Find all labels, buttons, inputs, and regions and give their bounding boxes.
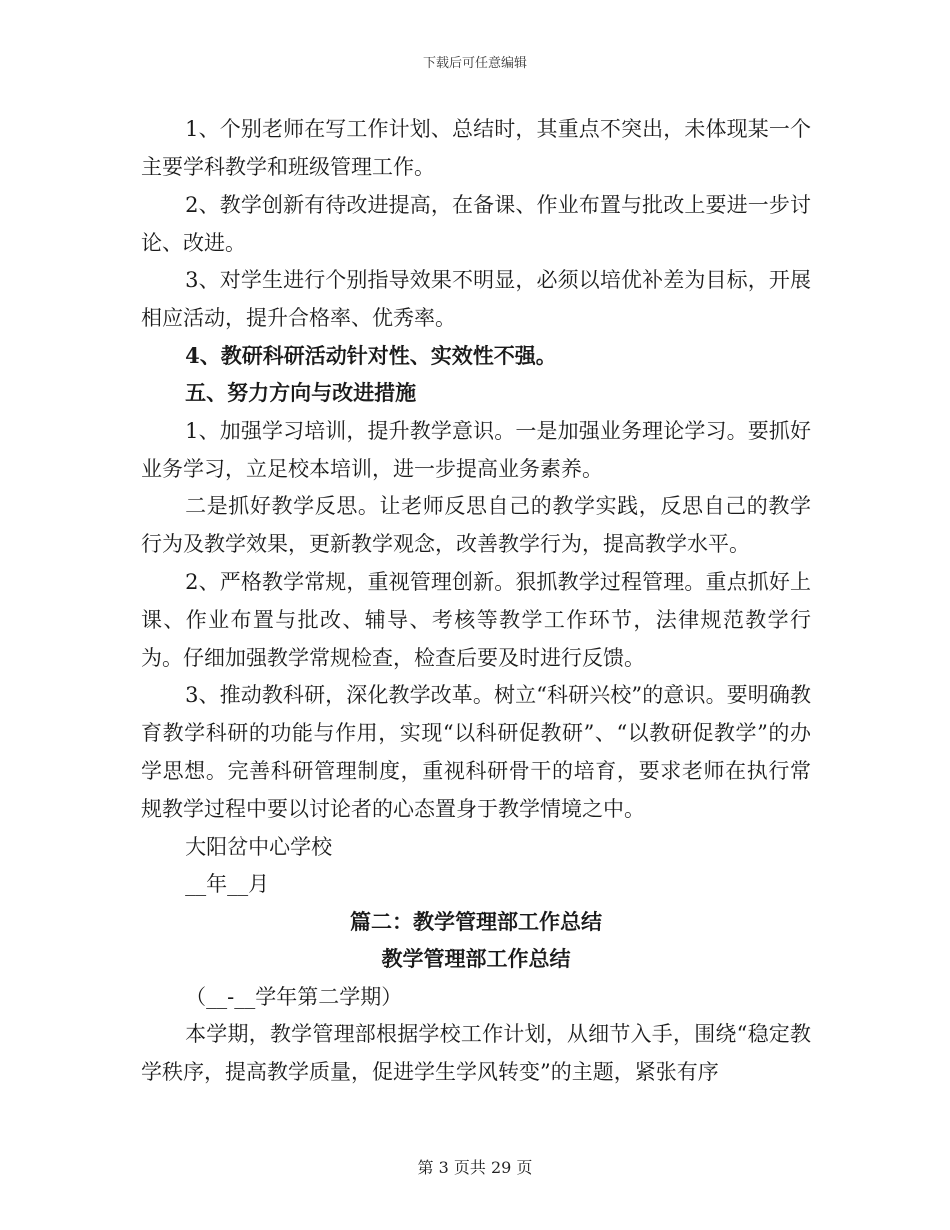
paragraph-measure-1b: 二是抓好教学反思。让老师反思自己的教学实践，反思自己的教学行为及教学效果，更新教学观念，改善教学行为，提高教学水平。 — [141, 494, 811, 556]
paragraph-issue-2: 2、教学创新有待改进提高，在备课、作业布置与批改上要进一步讨论、改进。 — [141, 192, 811, 255]
signature-school: 大阳岔中心学校 — [185, 834, 333, 859]
semester-label: （__-__学年第二学期） — [185, 984, 403, 1009]
paragraph-intro: 本学期，教学管理部根据学校工作计划，从细节入手，围绕“稳定教学秩序，提高教学质量，促进学生学风转变”的主题，紧张有序 — [141, 1022, 811, 1084]
paragraph-measure-3: 3、推动教科研，深化教学改革。树立“科研兴校”的意识。要明确教育教学科研的功能与作用，实现“以科研促教研”、“以教研促教学”的办学思想。完善科研管理制度，重视科研骨干的培育，要求老师在执行常规教学过程中要以讨论者的心态置身于教学情境之中。 — [141, 683, 811, 821]
document-body — [141, 110, 811, 1091]
document-title: 教学管理部工作总结 — [381, 946, 571, 971]
chapter-title: 篇二：教学管理部工作总结 — [350, 908, 602, 934]
paragraph-issue-3: 3、对学生进行个别指导效果不明显，必须以培优补差为目标，开展相应活动，提升合格率、优秀率。 — [141, 268, 811, 330]
paragraph-measure-1: 1、加强学习培训，提升教学意识。一是加强业务理论学习。要抓好业务学习，立足校本培训，进一步提高业务素养。 — [141, 418, 811, 481]
page-footer: 第 3 页共 29 页 — [417, 1158, 533, 1177]
section-heading-5: 五、努力方向与改进措施 — [185, 380, 417, 405]
paragraph-issue-1: 1、个别老师在写工作计划、总结时，其重点不突出，未体现某一个主要学科教学和班级管理工作。 — [141, 117, 811, 179]
paragraph-issue-4: 4、教研科研活动针对性、实效性不强。 — [185, 342, 557, 368]
signature-date: __年__月 — [185, 872, 270, 896]
page-header: 下载后可任意编辑 — [422, 56, 527, 71]
paragraph-measure-2: 2、严格教学常规，重视管理创新。狠抓教学过程管理。重点抓好上课、作业布置与批改、辅导、考核等教学工作环节，法律规范教学行为。仔细加强教学常规检查，检查后要及时进行反馈。 — [141, 569, 811, 670]
